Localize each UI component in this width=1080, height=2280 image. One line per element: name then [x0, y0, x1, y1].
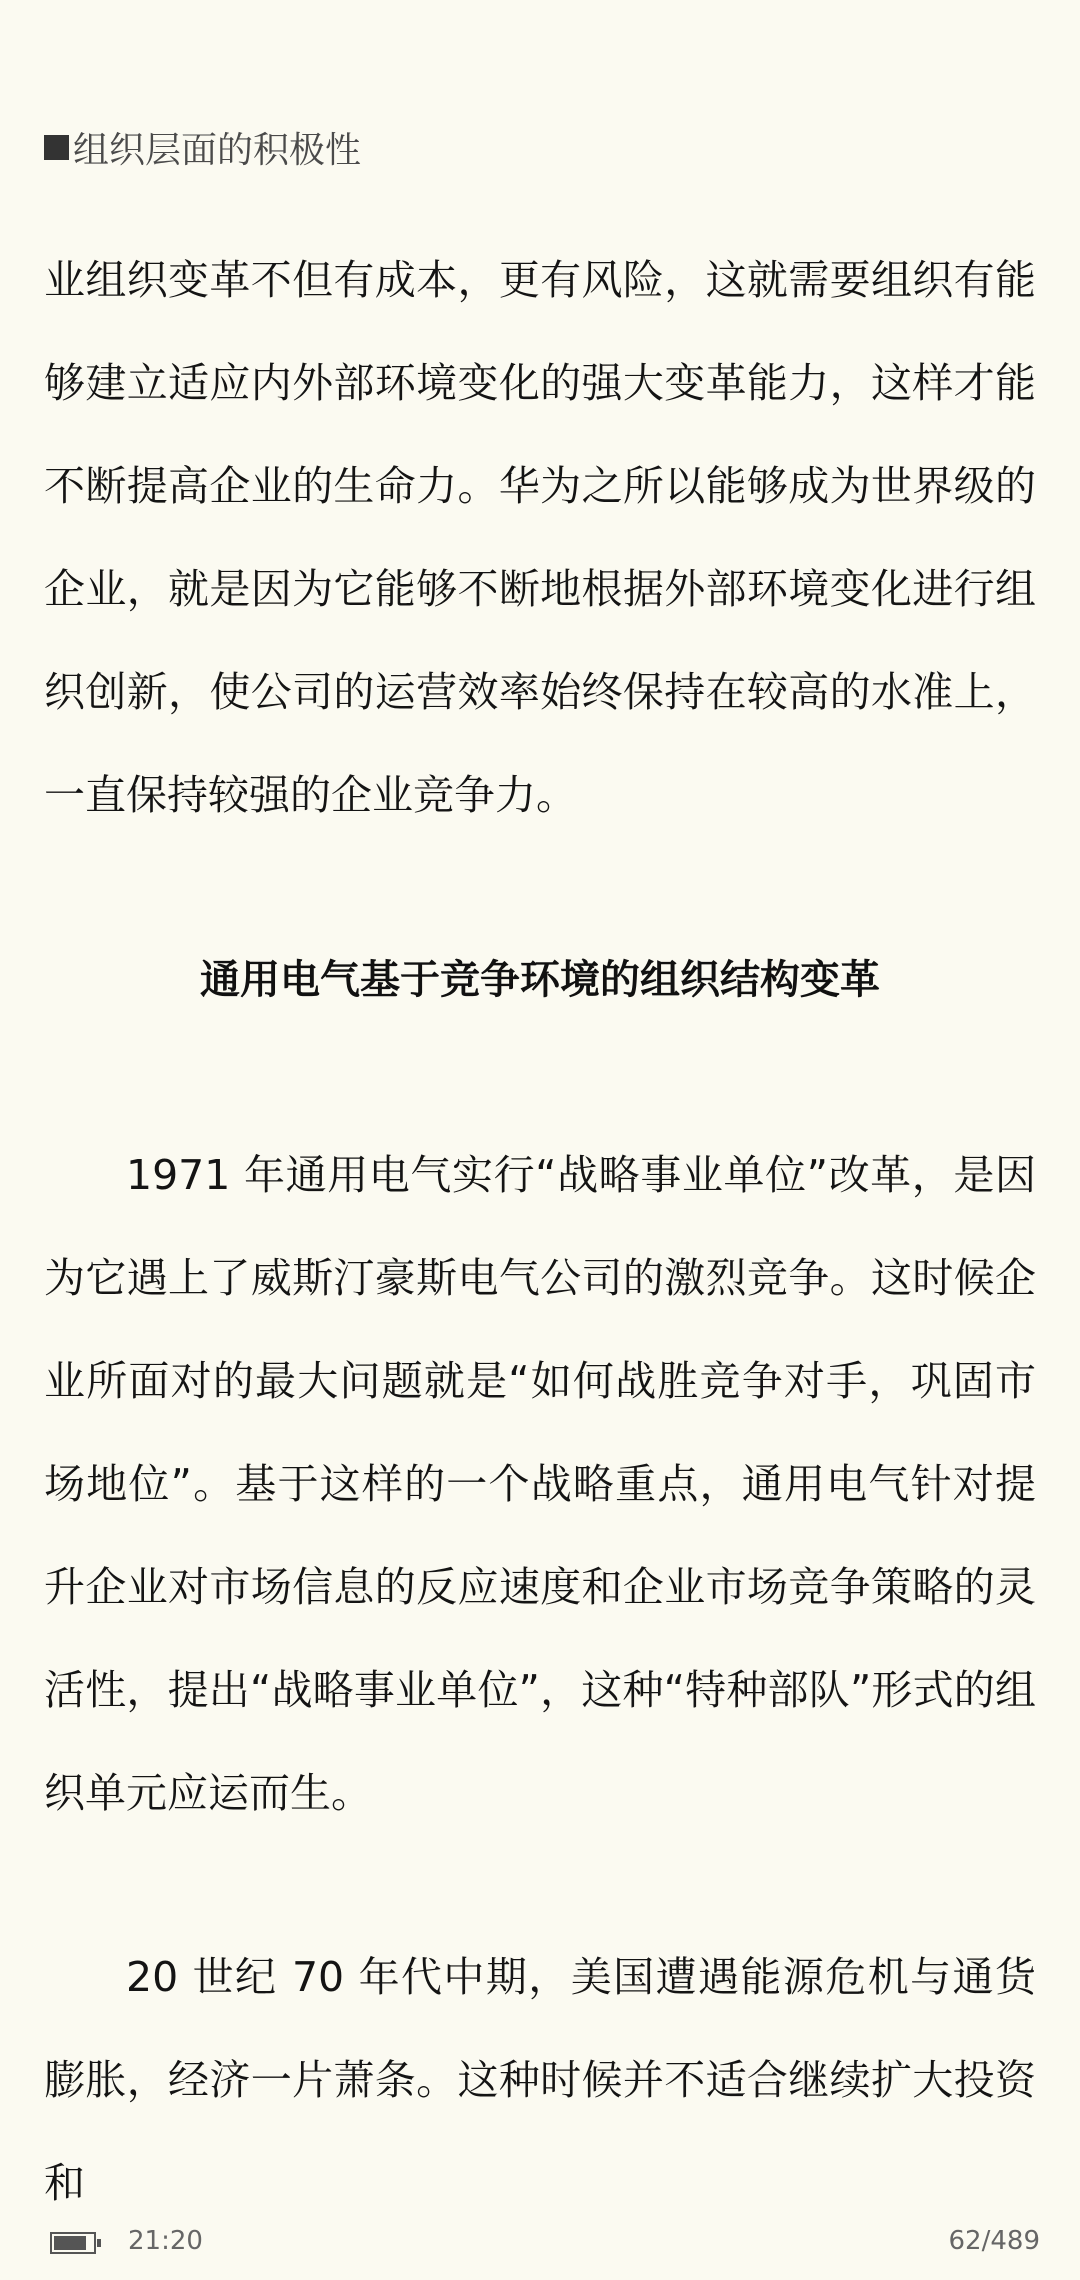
battery-icon — [50, 2232, 96, 2254]
section-heading: 通用电气基于竞争环境的组织结构变革 — [200, 957, 880, 1003]
page-indicator: 62/489 — [948, 2226, 1040, 2256]
paragraph-1: 业组织变革不但有成本，更有风险，这就需要组织有能够建立适应内外部环境变化的强大变革能力，这样才能不断提高企业的生命力。华为之所以能够成为世界级的企业，就是因为它能够不断地根据外部环境变化进行组织创新，使公司的运营效率始终保持在较高的水准上，一直保持较强的企业竞争力。 — [44, 256, 1036, 819]
square-bullet-icon — [44, 135, 69, 160]
chapter-header — [44, 122, 361, 172]
chapter-header-text: 组织层面的积极性 — [73, 129, 362, 171]
status-time: 21:20 — [128, 2226, 203, 2256]
paragraph-2: 1971 年通用电气实行“战略事业单位”改革，是因为它遇上了威斯汀豪斯电气公司的激烈竞争。这时候企业所面对的最大问题就是“如何战胜竞争对手，巩固市场地位”。基于这样的一个战略重点，通用电气针对提升企业对市场信息的反应速度和企业市场竞争策略的灵活性，提出“战略事业单位”，这种“特种部队”形式的组织单元应运而生。 — [44, 1151, 1036, 1817]
paragraph-3: 20 世纪 70 年代中期，美国遭遇能源危机与通货膨胀，经济一片萧条。这种时候并不适合继续扩大投资和 — [44, 1953, 1036, 2207]
status-bar — [0, 2210, 1080, 2280]
